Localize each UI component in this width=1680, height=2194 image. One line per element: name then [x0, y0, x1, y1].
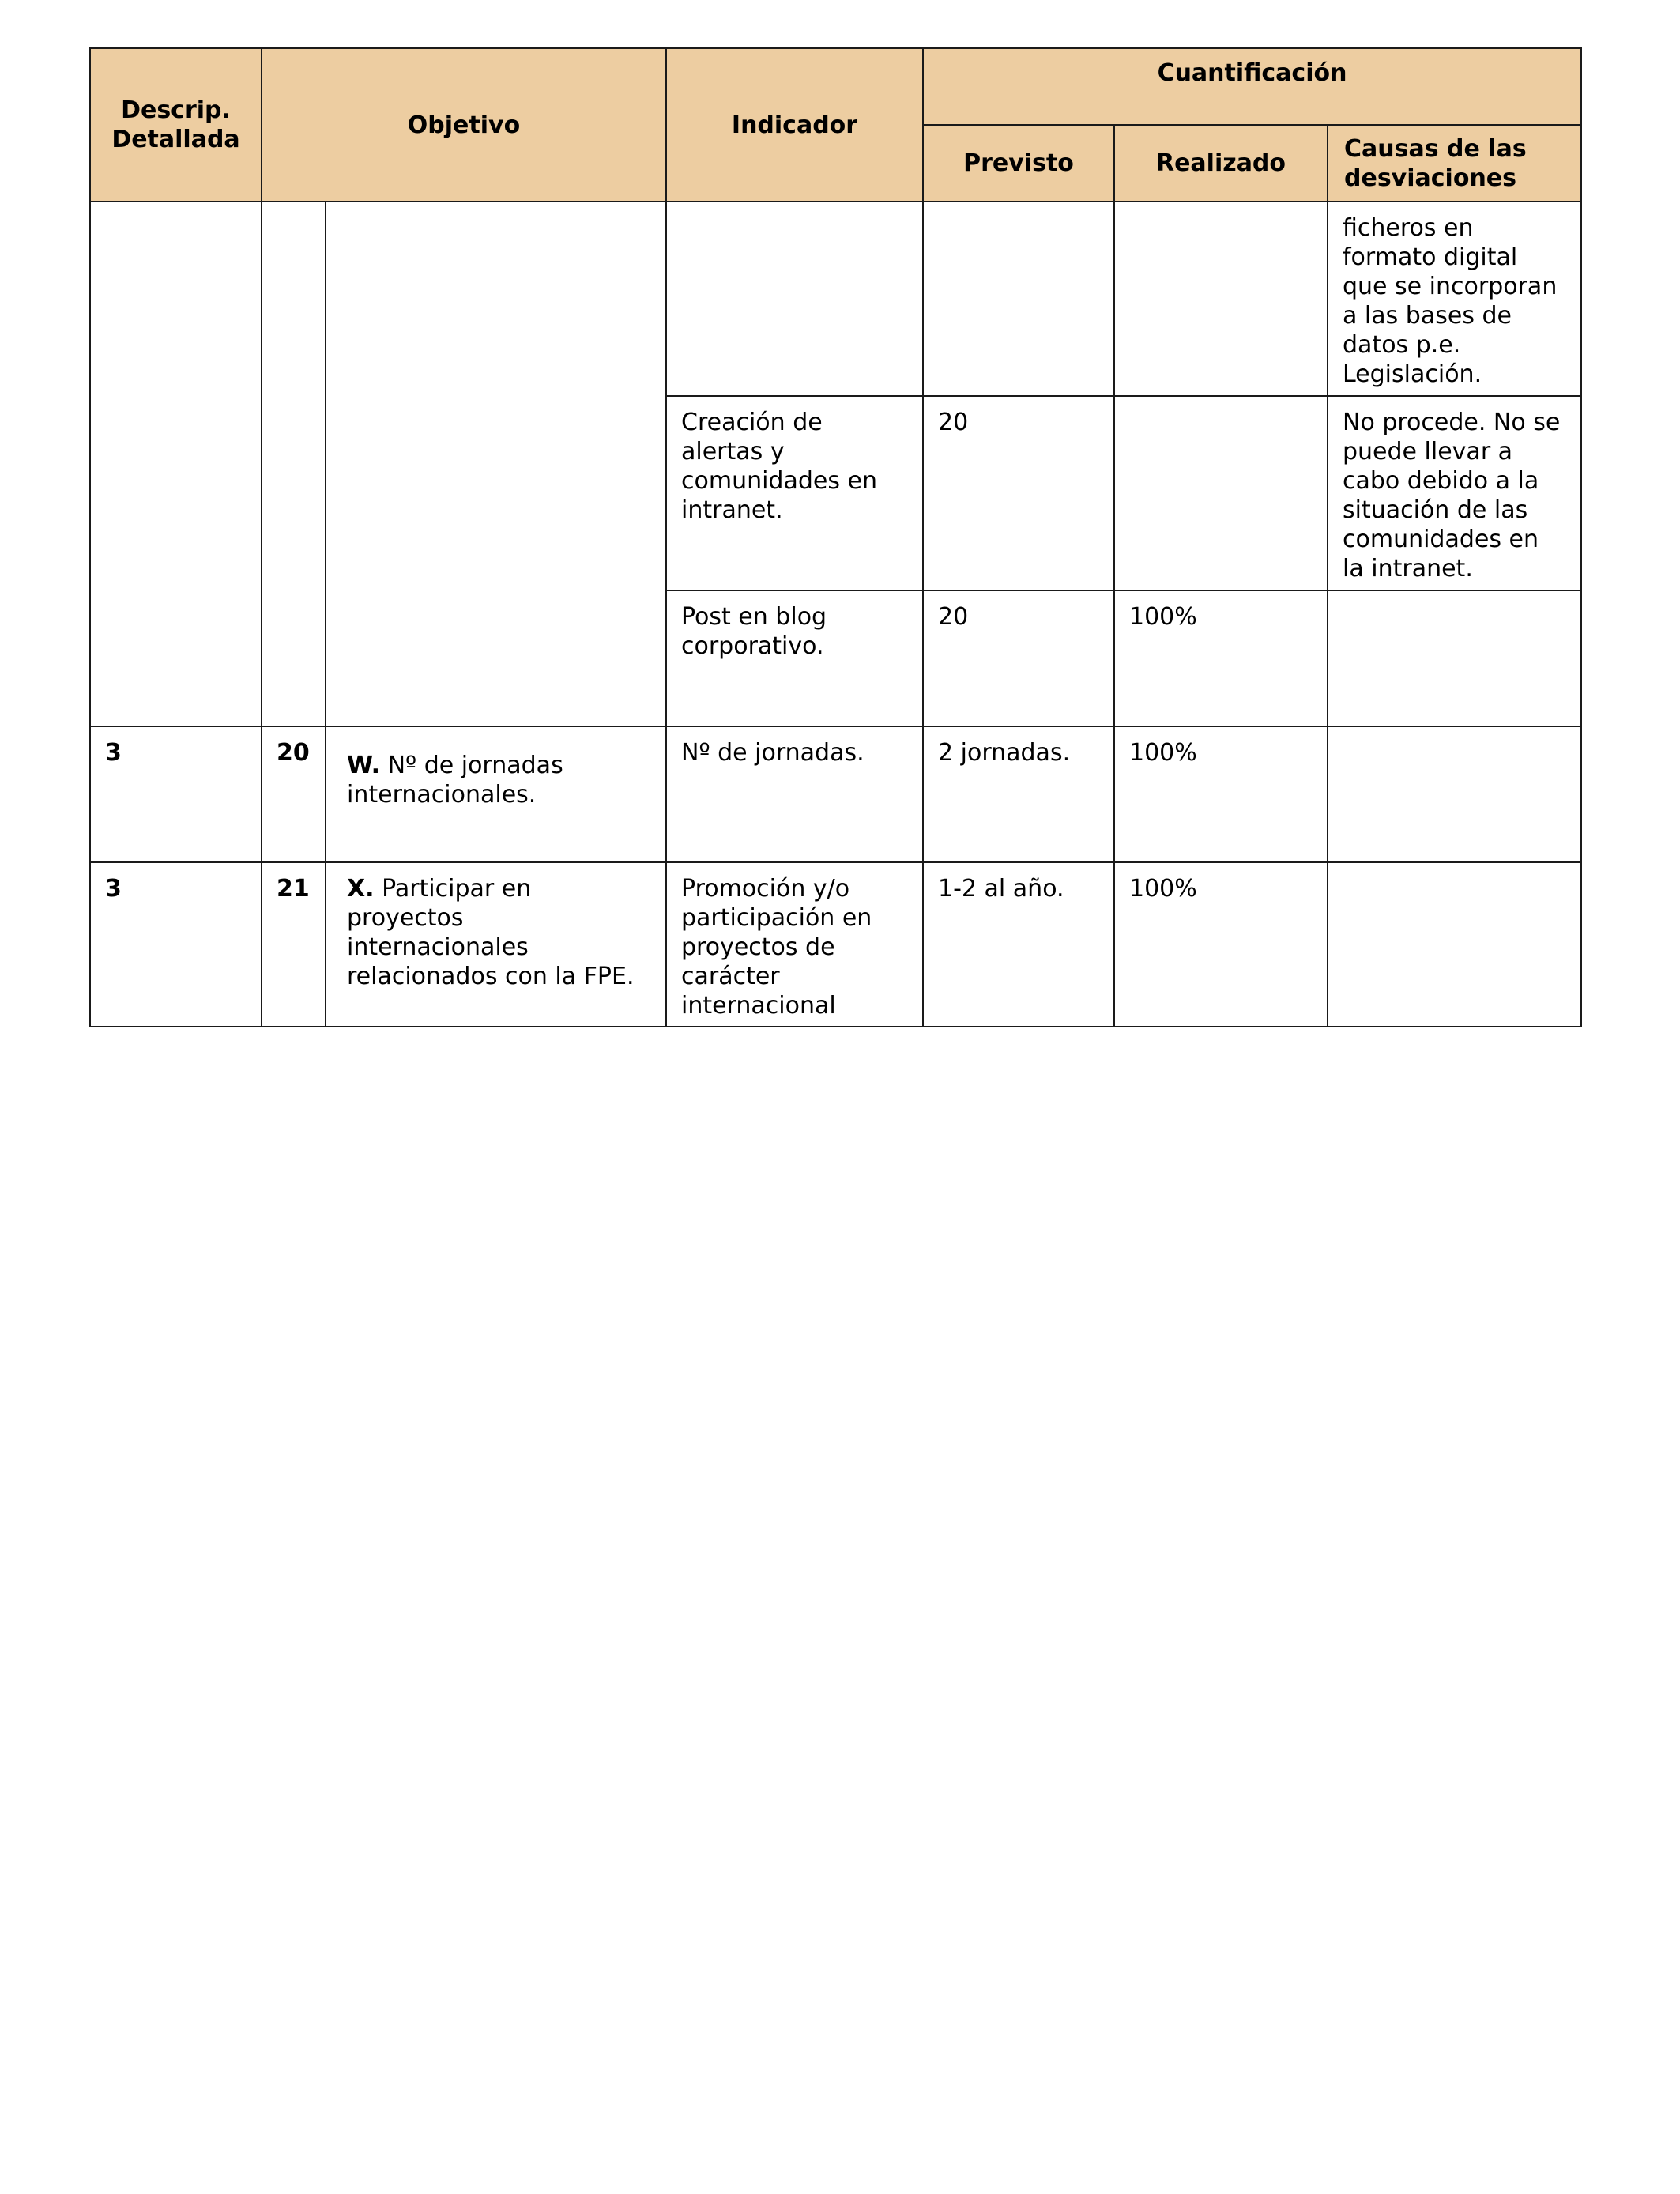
descrip-cell: 3 — [90, 862, 262, 1027]
descrip-cell-continued — [90, 590, 262, 726]
header-causas: Causas de las desviaciones — [1328, 125, 1581, 202]
objectives-table — [89, 47, 1582, 1027]
indicador-cell — [666, 202, 923, 396]
header-objetivo: Objetivo — [262, 48, 666, 202]
descrip-cell: 3 — [90, 726, 262, 862]
causas-cell — [1328, 590, 1581, 726]
descrip-cell-continued — [90, 396, 262, 590]
table-row — [90, 202, 1581, 396]
indicador-cell: Nº de jornadas. — [666, 726, 923, 862]
causas-cell: No procede. No se puede llevar a cabo debido a la situación de las comunidades en la intranet. — [1328, 396, 1581, 590]
header-realizado: Realizado — [1114, 125, 1328, 202]
realizado-cell: 100% — [1114, 726, 1328, 862]
indicador-cell: Post en blog corporativo. — [666, 590, 923, 726]
causas-cell — [1328, 862, 1581, 1027]
realizado-cell — [1114, 396, 1328, 590]
num-cell: 21 — [262, 862, 326, 1027]
objetivo-cell-continued — [326, 590, 666, 726]
objetivo-cell-continued — [326, 396, 666, 590]
previsto-cell: 1-2 al año. — [923, 862, 1114, 1027]
realizado-cell: 100% — [1114, 862, 1328, 1027]
table-row — [90, 726, 1581, 862]
previsto-cell — [923, 202, 1114, 396]
num-cell-continued — [262, 590, 326, 726]
header-previsto: Previsto — [923, 125, 1114, 202]
indicador-cell: Promoción y/o participación en proyectos de carácter internacional — [666, 862, 923, 1027]
objetivo-letter: X. — [347, 875, 375, 903]
header-cuantificacion: Cuantificación — [923, 48, 1581, 125]
realizado-cell: 100% — [1114, 590, 1328, 726]
indicador-cell: Creación de alertas y comunidades en intranet. — [666, 396, 923, 590]
num-cell-continued — [262, 396, 326, 590]
previsto-cell: 2 jornadas. — [923, 726, 1114, 862]
table-row — [90, 862, 1581, 1027]
objetivo-letter: W. — [347, 752, 381, 779]
causas-cell — [1328, 726, 1581, 862]
header-descrip: Descrip. Detallada — [90, 48, 262, 202]
table-row — [90, 590, 1581, 726]
num-cell: 20 — [262, 726, 326, 862]
previsto-cell: 20 — [923, 396, 1114, 590]
realizado-cell — [1114, 202, 1328, 396]
objetivo-cell-continued — [326, 202, 666, 396]
header-indicador: Indicador — [666, 48, 923, 202]
objetivo-cell: X. Participar en proyectos internacionales relacionados con la FPE. — [326, 862, 666, 1027]
previsto-cell: 20 — [923, 590, 1114, 726]
descrip-cell-continued — [90, 202, 262, 396]
table-row — [90, 396, 1581, 590]
causas-cell: ficheros en formato digital que se incorporan a las bases de datos p.e. Legislación. — [1328, 202, 1581, 396]
objetivo-cell: W. Nº de jornadas internacionales. — [326, 726, 666, 862]
num-cell-continued — [262, 202, 326, 396]
